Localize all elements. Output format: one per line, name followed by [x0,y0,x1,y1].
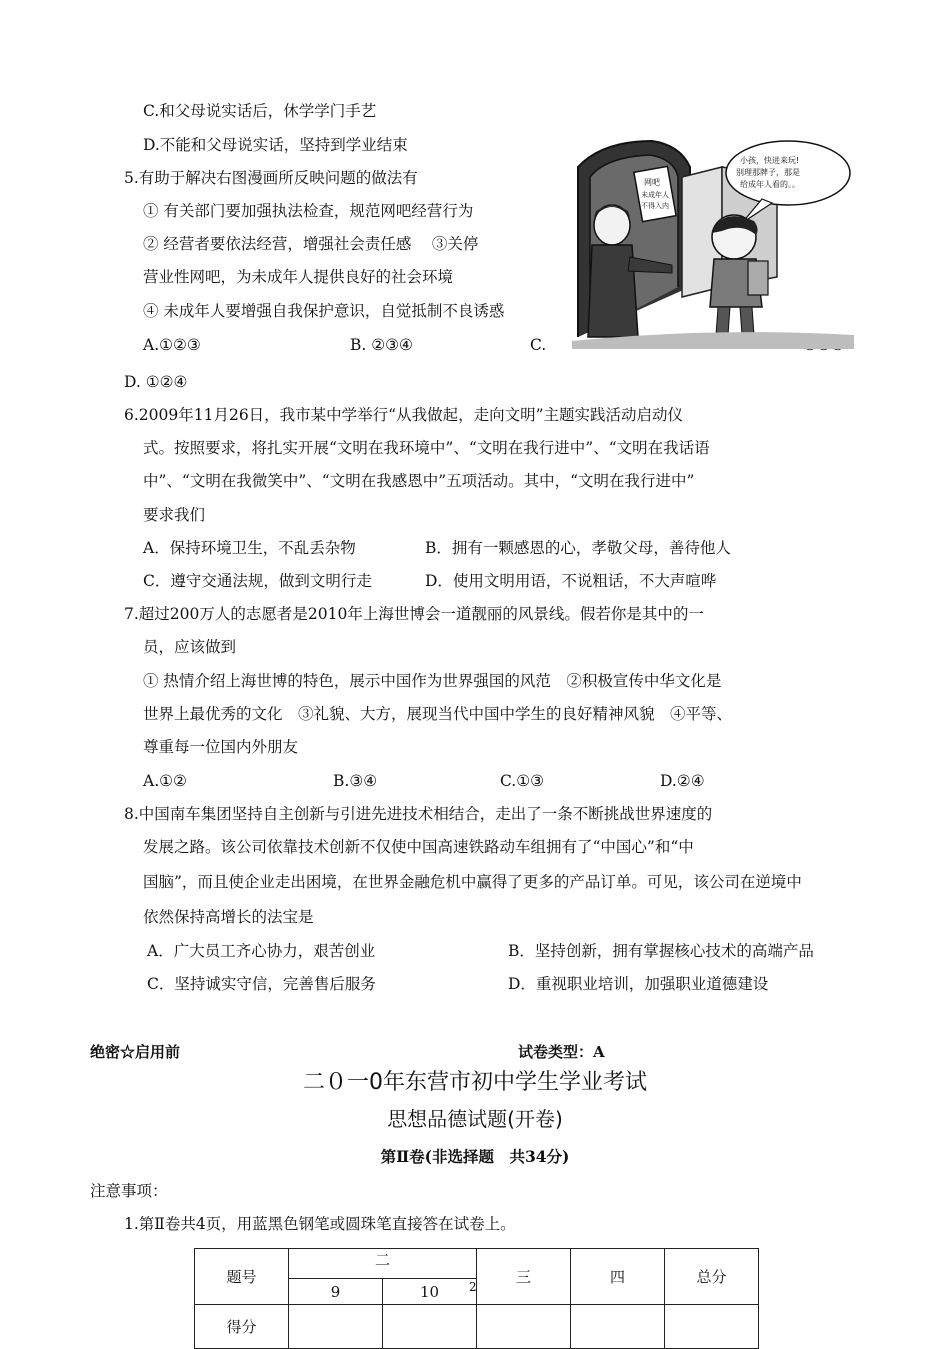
q8-option-a: A．广大员工齐心协力，艰苦创业 [147,942,376,960]
header-q9: 9 [289,1279,383,1305]
score-cell-total[interactable] [665,1305,759,1349]
score-cell-si[interactable] [571,1305,665,1349]
confidential-label: 绝密☆启用前 [90,1043,181,1061]
q7-line-4: 世界上最优秀的文化 ③礼貌、大方，展现当代中国中学生的良好精神风貌 ④平等、 [143,705,733,723]
score-cell-q9[interactable] [289,1305,383,1349]
q5-option-b: B. ②③④ [350,336,413,354]
header-tihao: 题号 [195,1249,289,1305]
exam-title: 二０一0年东营市初中学生学业考试 [303,1070,647,1095]
row-defen-label: 得分 [195,1305,289,1349]
q7-option-a: A.①② [143,772,187,790]
speech-line-1: 小孩，快进来玩! [740,156,800,165]
q6-option-c: C．遵守交通法规，做到文明行走 [143,572,372,590]
q5-option-d: D. ①②④ [124,373,188,391]
q7-line-5: 尊重每一位国内外朋友 [143,738,299,756]
q8-line-1: 8.中国南车集团坚持自主创新与引进先进技术相结合，走出了一条不断挑战世界速度的 [124,805,713,823]
q6-option-b: B．拥有一颗感恩的心，孝敬父母，善待他人 [425,539,731,557]
q7-line-1: 7.超过200万人的志愿者是2010年上海世博会一道靓丽的风景线。假若你是其中的一 [124,605,704,623]
q8-line-4: 依然保持高增长的法宝是 [143,908,314,926]
speech-line-2: 别理那牌子，那是 [736,168,800,177]
header-total: 总分 [665,1249,759,1305]
q5-item-1: ① 有关部门要加强执法检查，规范网吧经营行为 [143,202,474,220]
q6-line-3: 中”、“文明在我微笑中”、“文明在我感恩中”五项活动。其中，“文明在我行进中” [143,472,695,490]
q5-item-2a: ② 经营者要依法经营，增强社会责任感 ③关停 [143,235,479,253]
score-cell-san[interactable] [477,1305,571,1349]
q7-option-c: C.①③ [500,772,545,790]
sign-line-1: 网吧 [644,178,660,187]
q7-line-3: ① 热情介绍上海世博的特色，展示中国作为世界强国的风范 ②积极宣传中华文化是 [143,672,722,690]
sign-line-3: 不得入内 [641,202,669,210]
header-q10: 10 [383,1279,477,1305]
notes-heading: 注意事项： [90,1182,168,1200]
header-er: 二 [289,1249,477,1279]
q7-option-d: D.②④ [660,772,705,790]
score-cell-q10[interactable] [383,1305,477,1349]
paper-type-label: 试卷类型：A [518,1043,605,1061]
q5-stem: 5.有助于解决右图漫画所反映问题的做法有 [124,169,418,187]
q5-option-a: A.①②③ [143,336,201,354]
header-si: 四 [571,1249,665,1305]
section-heading: 第Ⅱ卷(非选择题 共34分) [380,1147,570,1166]
score-table [194,1248,759,1349]
q6-line-2: 式。按照要求，将扎实开展“文明在我环境中”、“文明在我行进中”、“文明在我话语 [143,439,710,457]
q4-option-c: C.和父母说实话后，休学学门手艺 [143,102,377,120]
cartoon-drawing [572,137,854,349]
q5-item-4: ④ 未成年人要增强自我保护意识，自觉抵制不良诱惑 [143,302,505,320]
q6-line-4: 要求我们 [143,506,206,524]
q8-option-c: C．坚持诚实守信，完善售后服务 [147,975,376,993]
q6-option-a: A．保持环境卫生，不乱丢杂物 [143,539,356,557]
q5-option-c-letter: C. [530,336,547,354]
q7-line-2: 员，应该做到 [143,638,237,656]
header-san: 三 [477,1249,571,1305]
q7-option-b: B.③④ [333,772,378,790]
q8-option-b: B．坚持创新，拥有掌握核心技术的高端产品 [508,942,814,960]
exam-subtitle: 思想品德试题(开卷) [387,1107,563,1131]
cartoon-illustration [572,137,854,349]
q4-option-d: D.不能和父母说实话，坚持到学业结束 [143,136,408,154]
page-number: 2 [469,1280,477,1294]
q8-line-2: 发展之路。该公司依靠技术创新不仅使中国高速铁路动车组拥有了“中国心”和“中 [143,838,694,856]
q8-option-d: D．重视职业培训，加强职业道德建设 [508,975,769,993]
q6-line-1: 6.2009年11月26日，我市某中学举行“从我做起，走向文明”主题实践活动启动仪 [124,406,684,424]
notes-item-1: 1.第Ⅱ卷共4页，用蓝黑色钢笔或圆珠笔直接答在试卷上。 [124,1215,516,1233]
q6-option-d: D．使用文明用语，不说粗话，不大声喧哗 [425,572,717,590]
q5-item-2b: 营业性网吧，为未成年人提供良好的社会环境 [143,268,454,286]
speech-line-3: 给成年人看的。。 [740,180,800,189]
sign-line-2: 未成年人 [641,191,669,199]
q8-line-3: 国脑”，而且使企业走出困境，在世界金融危机中赢得了更多的产品订单。可见，该公司在逆境中 [143,873,802,891]
